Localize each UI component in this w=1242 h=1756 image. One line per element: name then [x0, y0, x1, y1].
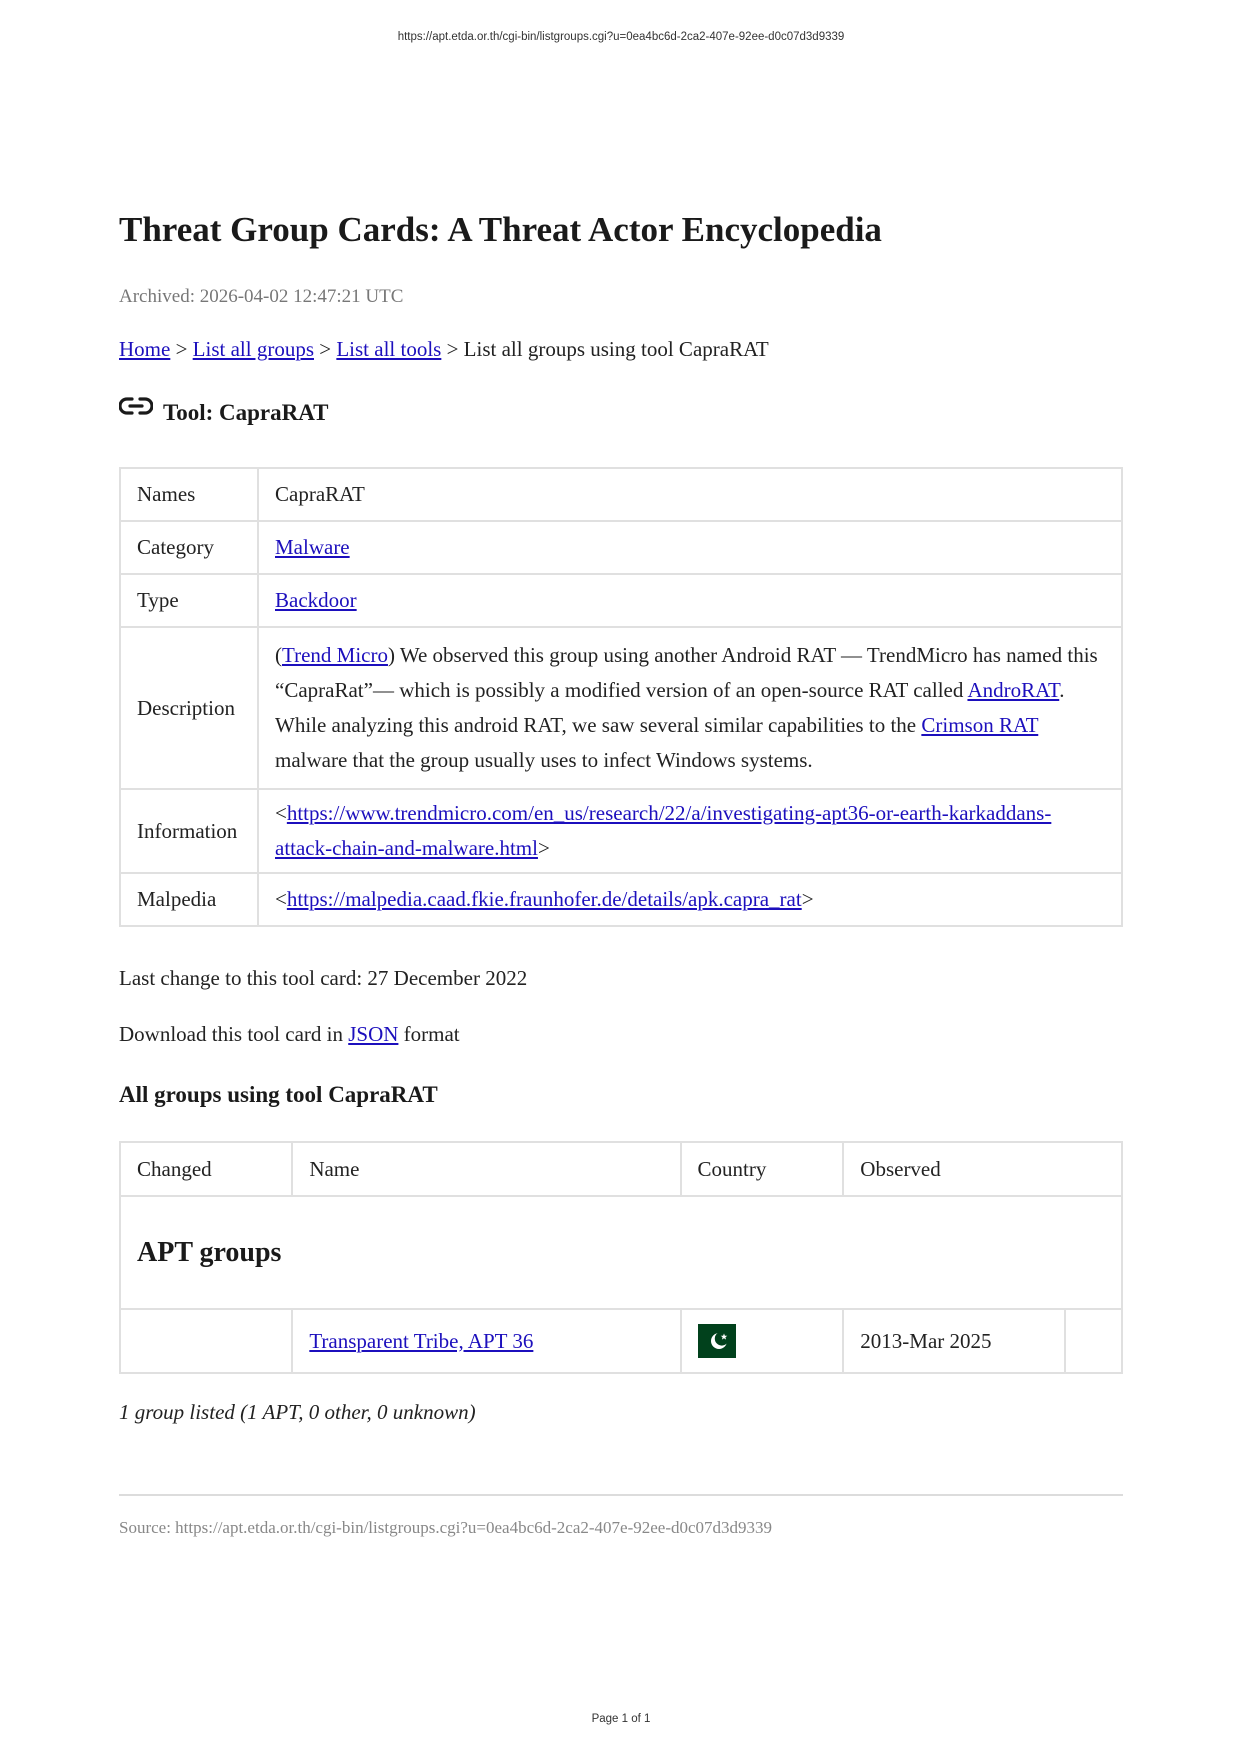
- column-header-country: Country: [681, 1142, 844, 1196]
- download-prefix: Download this tool card in: [119, 1022, 349, 1046]
- table-row: [120, 789, 1122, 873]
- information-link[interactable]: https://www.trendmicro.com/en_us/research/22/a/investigating-apt36-or-earth-karkaddans-attack-chain-and-malware.html: [275, 801, 1052, 860]
- type-cell: [258, 574, 1122, 627]
- table-header-row: [120, 1142, 1122, 1196]
- description-text: (: [275, 643, 282, 667]
- names-label: Names: [120, 468, 258, 521]
- tool-info-table: [119, 467, 1123, 927]
- section-apt-groups: APT groups: [120, 1196, 1122, 1309]
- crimson-rat-link[interactable]: Crimson RAT: [921, 713, 1039, 737]
- malpedia-link[interactable]: https://malpedia.caad.fkie.fraunhofer.de/details/apk.capra_rat: [286, 887, 802, 911]
- names-value: CapraRAT: [258, 468, 1122, 521]
- groups-summary: 1 group listed (1 APT, 0 other, 0 unknown): [119, 1400, 476, 1424]
- information-value: [258, 789, 1122, 873]
- archived-timestamp: Archived: 2026-04-02 12:47:21 UTC: [119, 286, 404, 307]
- breadcrumb-separator: >: [170, 337, 193, 361]
- table-row: [120, 1309, 1122, 1373]
- malpedia-value: [258, 873, 1122, 926]
- column-header-changed: Changed: [120, 1142, 292, 1196]
- breadcrumb-list-groups-link[interactable]: List all groups: [192, 337, 314, 361]
- table-row: [120, 574, 1122, 627]
- bracket-open: <: [275, 887, 287, 911]
- androrat-link[interactable]: AndroRAT: [967, 678, 1060, 702]
- tool-heading: [119, 400, 329, 426]
- breadcrumb-home-link[interactable]: Home: [119, 337, 171, 361]
- table-row: [120, 627, 1122, 789]
- breadcrumb-separator: >: [314, 337, 337, 361]
- column-header-name: Name: [292, 1142, 680, 1196]
- groups-table: [119, 1141, 1123, 1374]
- name-cell: [292, 1309, 680, 1373]
- changed-cell: [120, 1309, 292, 1373]
- country-cell: [681, 1309, 844, 1373]
- information-label: Information: [120, 789, 258, 873]
- download-line: [119, 1022, 460, 1047]
- page-title: Threat Group Cards: A Threat Actor Encyclopedia: [119, 210, 882, 249]
- category-cell: [258, 521, 1122, 574]
- source-text: Source: https://apt.etda.or.th/cgi-bin/listgroups.cgi?u=0ea4bc6d-2ca2-407e-92ee-d0c07d3d9339: [119, 1518, 773, 1537]
- table-row: [120, 873, 1122, 926]
- breadcrumb-current: > List all groups using tool CapraRAT: [441, 337, 769, 361]
- bracket-close: >: [801, 887, 814, 911]
- description-text: malware that the group usually uses to infect Windows systems.: [275, 748, 813, 772]
- type-label: Type: [120, 574, 258, 627]
- breadcrumb: [119, 337, 769, 362]
- column-header-observed: Observed: [843, 1142, 1122, 1196]
- bracket-close: >: [537, 836, 550, 860]
- bracket-open: <: [275, 801, 287, 825]
- tool-heading-text: Tool: CapraRAT: [163, 400, 329, 425]
- category-link[interactable]: Malware: [275, 535, 350, 559]
- groups-heading: All groups using tool CapraRAT: [119, 1082, 438, 1107]
- page-footer: Page 1 of 1: [591, 1713, 651, 1725]
- description-text: . While analyzing this android RAT, we saw several similar capabilities to the: [275, 678, 1065, 737]
- type-link[interactable]: Backdoor: [275, 588, 357, 612]
- group-link[interactable]: Transparent Tribe, APT 36: [309, 1328, 534, 1353]
- breadcrumb-list-tools-link[interactable]: List all tools: [336, 337, 442, 361]
- description-label: Description: [120, 627, 258, 789]
- last-change-text: Last change to this tool card: 27 December 2022: [119, 966, 528, 990]
- table-row: [120, 468, 1122, 521]
- malpedia-label: Malpedia: [120, 873, 258, 926]
- section-row: [120, 1196, 1122, 1309]
- category-label: Category: [120, 521, 258, 574]
- divider: [119, 1494, 1123, 1496]
- page-header-url: https://apt.etda.or.th/cgi-bin/listgroups.cgi?u=0ea4bc6d-2ca2-407e-92ee-d0c07d3d9339: [397, 31, 845, 43]
- link-icon: [119, 394, 153, 418]
- empty-cell: [1065, 1309, 1122, 1373]
- trend-micro-link[interactable]: Trend Micro: [282, 643, 388, 667]
- description-value: [258, 627, 1122, 789]
- pakistan-flag-icon: [698, 1324, 736, 1358]
- download-suffix: format: [398, 1022, 460, 1046]
- observed-cell: 2013-Mar 2025: [843, 1309, 1064, 1373]
- table-row: [120, 521, 1122, 574]
- json-download-link[interactable]: JSON: [348, 1022, 399, 1046]
- description-text: ) We observed this group using another Android RAT — TrendMicro has named this “CapraRat”— which is possibly a modified version of an open-source RAT called: [275, 643, 1098, 702]
